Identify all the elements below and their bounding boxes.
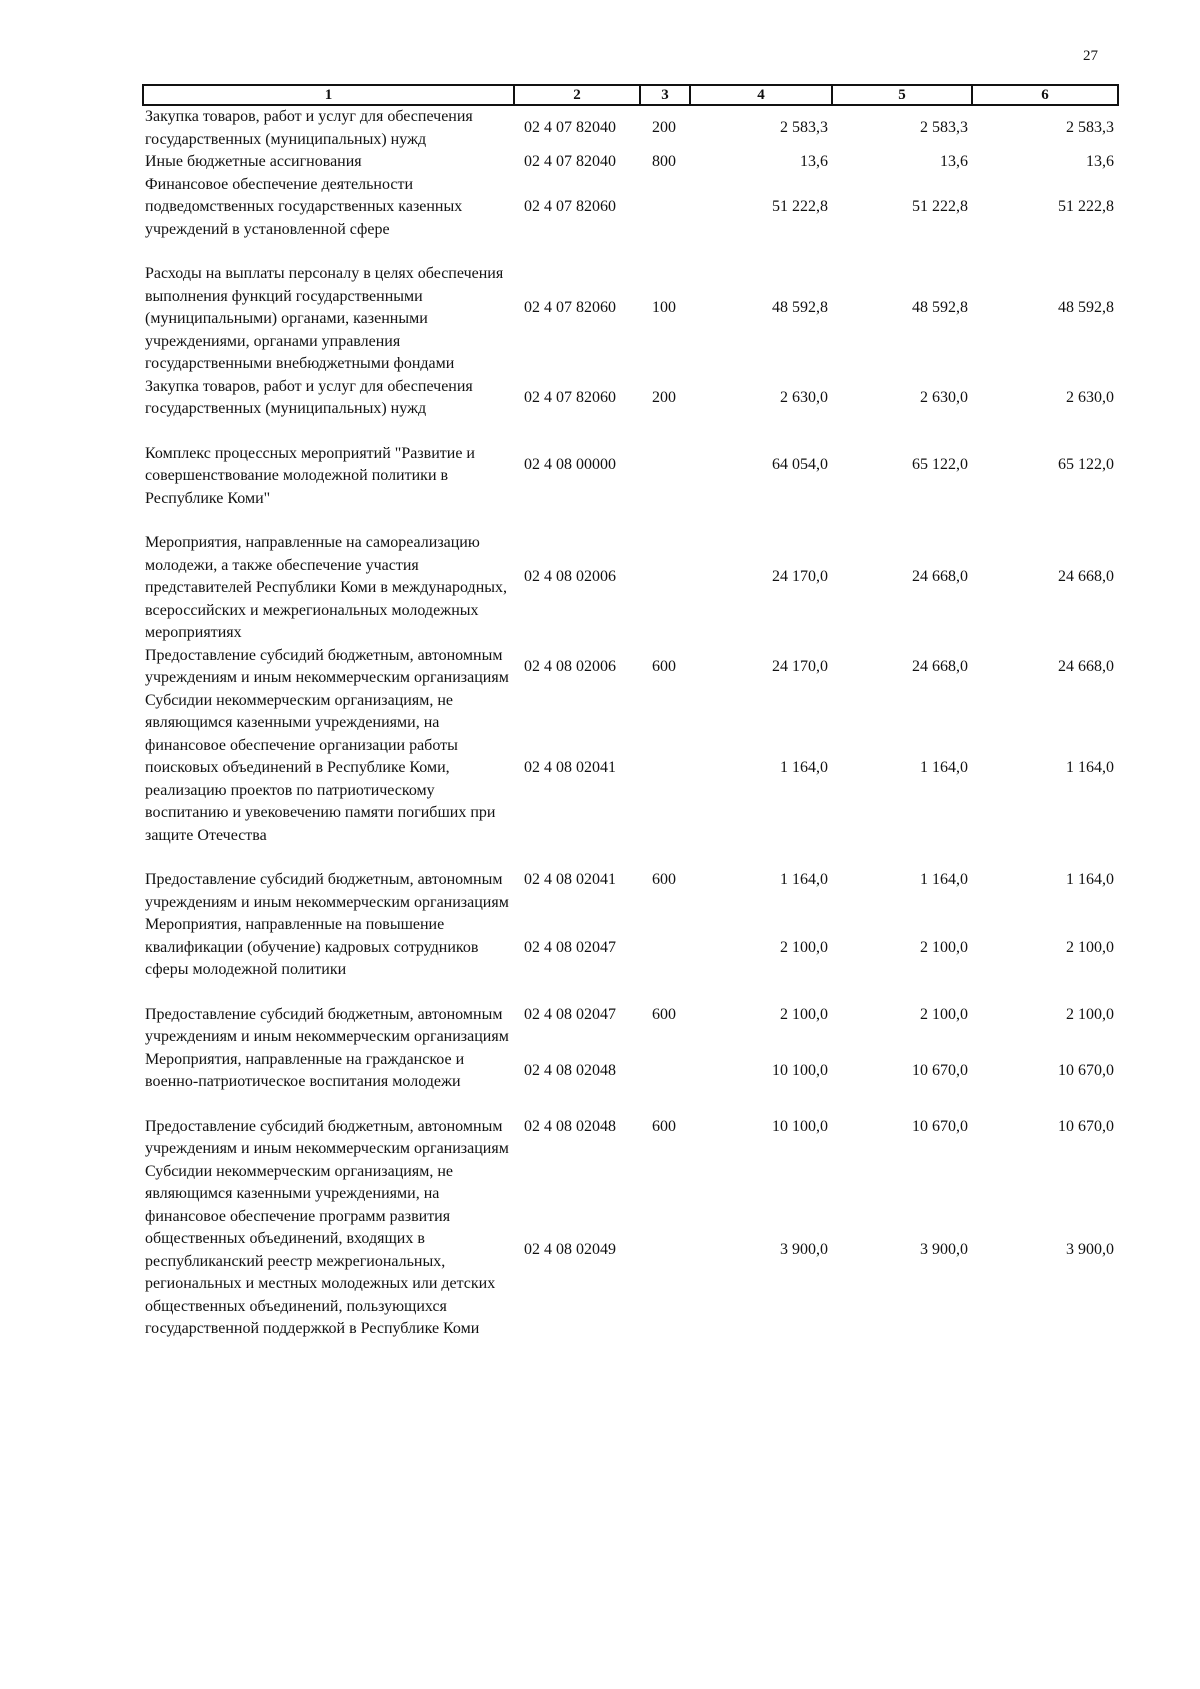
row-value-col6: 2 100,0 — [1066, 1005, 1114, 1023]
column-number-2: 2 — [514, 85, 640, 105]
row-name: Закупка товаров, работ и услуг для обеспечения государственных (муниципальных) нужд — [145, 377, 473, 417]
table-row — [143, 105, 1118, 151]
row-value-col5: 65 122,0 — [912, 456, 968, 473]
row-name: Закупка товаров, работ и услуг для обеспечения государственных (муниципальных) нужд — [145, 108, 473, 148]
table-row — [143, 914, 1118, 982]
column-number-1: 1 — [143, 85, 514, 105]
row-name: Предоставление субсидий бюджетным, автономным учреждениям и иным некоммерческим организациям — [145, 646, 509, 686]
row-expense-type — [640, 1049, 690, 1094]
row-value-col4: 51 222,8 — [772, 198, 828, 215]
column-number-4: 4 — [690, 85, 832, 105]
row-name: Мероприятия, направленные на гражданское и военно-патриотическое воспитания молодежи — [145, 1050, 465, 1090]
row-value-col4: 3 900,0 — [780, 1241, 828, 1259]
row-name: Предоставление субсидий бюджетным, автономным учреждениям и иным некоммерческим организациям — [145, 1005, 509, 1045]
row-name: Мероприятия, направленные на самореализацию молодежи, а также обеспечение участия представителей Республики Коми в международных, всероссийских и межрегиональных молодежных мероприятиях — [145, 534, 507, 641]
column-number-3: 3 — [640, 85, 690, 105]
row-name: Субсидии некоммерческим организациям, не являющимся казенными учреждениями, на финансовое обеспечение организации работы поисковых объединений в Республике Коми, реализацию проектов по патриотическому воспитанию и увековечению памяти погибших при защите Отечества — [145, 691, 496, 844]
row-value-col5: 10 670,0 — [912, 1061, 968, 1079]
row-code: 02 4 08 02047 — [524, 1005, 616, 1023]
row-name: Иные бюджетные ассигнования — [145, 153, 362, 170]
row-value-col6: 48 592,8 — [1058, 299, 1114, 316]
column-number-6: 6 — [972, 85, 1118, 105]
row-value-col6: 2 630,0 — [1066, 388, 1114, 406]
row-expense-type: 800 — [652, 153, 676, 170]
row-code: 02 4 08 00000 — [524, 456, 616, 473]
row-value-col4: 2 100,0 — [780, 938, 828, 956]
row-value-col5: 51 222,8 — [912, 198, 968, 215]
row-expense-type: 600 — [652, 871, 676, 889]
row-code: 02 4 07 82060 — [524, 198, 616, 215]
row-expense-type — [640, 1161, 690, 1341]
row-name: Финансовое обеспечение деятельности подведомственных государственных казенных учреждений в установленной сфере — [145, 175, 463, 238]
row-value-col6: 1 164,0 — [1066, 871, 1114, 889]
row-name: Предоставление субсидий бюджетным, автономным учреждениям и иным некоммерческим организациям — [145, 1117, 509, 1157]
row-value-col5: 24 668,0 — [912, 657, 968, 675]
table-row — [143, 690, 1118, 848]
row-expense-type: 600 — [652, 1117, 676, 1135]
row-value-col5: 2 630,0 — [920, 388, 968, 406]
row-value-col5: 2 100,0 — [920, 1005, 968, 1023]
row-value-col6: 24 668,0 — [1058, 568, 1114, 585]
row-value-col5: 1 164,0 — [920, 871, 968, 889]
row-code: 02 4 08 02049 — [524, 1241, 616, 1259]
row-value-col5: 10 670,0 — [912, 1117, 968, 1135]
row-value-col4: 1 164,0 — [780, 759, 828, 776]
row-expense-type: 200 — [652, 119, 676, 137]
row-value-col5: 1 164,0 — [920, 759, 968, 776]
row-expense-type: 600 — [652, 657, 676, 675]
row-value-col6: 10 670,0 — [1058, 1117, 1114, 1135]
row-code: 02 4 07 82040 — [524, 153, 616, 170]
row-expense-type — [640, 690, 690, 848]
row-value-col4: 24 170,0 — [772, 657, 828, 675]
row-code: 02 4 08 02048 — [524, 1117, 616, 1135]
row-expense-type — [640, 421, 690, 511]
row-code: 02 4 07 82060 — [524, 299, 616, 316]
row-value-col6: 13,6 — [1086, 153, 1114, 170]
row-name: Расходы на выплаты персоналу в целях обеспечения выполнения функций государственными (муниципальными) органами, казенными учреждениями, органами управления государственными внебюджетными фондами — [145, 265, 504, 372]
row-value-col4: 2 630,0 — [780, 388, 828, 406]
row-expense-type — [640, 914, 690, 982]
column-number-row — [143, 85, 1118, 105]
row-value-col5: 2 583,3 — [920, 119, 968, 137]
page-number: 27 — [1083, 48, 1098, 64]
row-code: 02 4 08 02006 — [524, 657, 616, 675]
row-code: 02 4 08 02041 — [524, 759, 616, 776]
row-value-col4: 1 164,0 — [780, 871, 828, 889]
row-value-col4: 48 592,8 — [772, 299, 828, 316]
row-value-col6: 65 122,0 — [1058, 456, 1114, 473]
row-expense-type — [640, 174, 690, 242]
row-expense-type: 600 — [652, 1005, 676, 1023]
row-name: Субсидии некоммерческим организациям, не являющимся казенными учреждениями, на финансовое обеспечение программ развития общественных объединений, входящих в республиканский реестр межрегиональных, региональных и местных молодежных или детских общественных объединений, пользующихся государственной поддержкой в Республике Коми — [145, 1162, 496, 1337]
row-value-col5: 2 100,0 — [920, 938, 968, 956]
column-number-5: 5 — [832, 85, 972, 105]
row-value-col6: 2 100,0 — [1066, 938, 1114, 956]
row-value-col5: 48 592,8 — [912, 299, 968, 316]
row-expense-type — [640, 510, 690, 645]
row-code: 02 4 08 02047 — [524, 938, 616, 956]
row-value-col6: 10 670,0 — [1058, 1061, 1114, 1079]
row-code: 02 4 08 02048 — [524, 1061, 616, 1079]
row-value-col5: 3 900,0 — [920, 1241, 968, 1259]
row-value-col4: 64 054,0 — [772, 456, 828, 473]
table-row — [143, 376, 1118, 421]
row-value-col4: 10 100,0 — [772, 1117, 828, 1135]
row-value-col4: 2 583,3 — [780, 119, 828, 137]
table-row — [143, 174, 1118, 242]
table-row — [143, 982, 1118, 1049]
budget-table — [142, 84, 1119, 1341]
table-row — [143, 421, 1118, 511]
row-value-col5: 24 668,0 — [912, 568, 968, 585]
table-row — [143, 645, 1118, 690]
row-value-col5: 13,6 — [940, 153, 968, 170]
row-name: Предоставление субсидий бюджетным, автономным учреждениям и иным некоммерческим организациям — [145, 871, 509, 911]
row-name: Мероприятия, направленные на повышение квалификации (обучение) кадровых сотрудников сферы молодежной политики — [145, 916, 479, 978]
row-value-col6: 24 668,0 — [1058, 657, 1114, 675]
row-value-col4: 13,6 — [800, 153, 828, 170]
row-code: 02 4 08 02006 — [524, 568, 616, 585]
row-value-col6: 51 222,8 — [1058, 198, 1114, 215]
row-value-col6: 1 164,0 — [1066, 759, 1114, 776]
table-row — [143, 151, 1118, 174]
table-row — [143, 241, 1118, 376]
table-row — [143, 1094, 1118, 1161]
table-row — [143, 1049, 1118, 1094]
table-row — [143, 1161, 1118, 1341]
row-value-col4: 24 170,0 — [772, 568, 828, 585]
row-code: 02 4 08 02041 — [524, 871, 616, 889]
row-expense-type: 200 — [652, 388, 676, 406]
row-name: Комплекс процессных мероприятий "Развитие и совершенствование молодежной политики в Республике Коми" — [145, 444, 475, 507]
table-row — [143, 510, 1118, 645]
row-expense-type: 100 — [652, 299, 676, 316]
row-value-col4: 2 100,0 — [780, 1005, 828, 1023]
row-value-col6: 3 900,0 — [1066, 1241, 1114, 1259]
row-value-col6: 2 583,3 — [1066, 119, 1114, 137]
row-value-col4: 10 100,0 — [772, 1061, 828, 1079]
row-code: 02 4 07 82060 — [524, 388, 616, 406]
table-row — [143, 847, 1118, 914]
row-code: 02 4 07 82040 — [524, 119, 616, 137]
